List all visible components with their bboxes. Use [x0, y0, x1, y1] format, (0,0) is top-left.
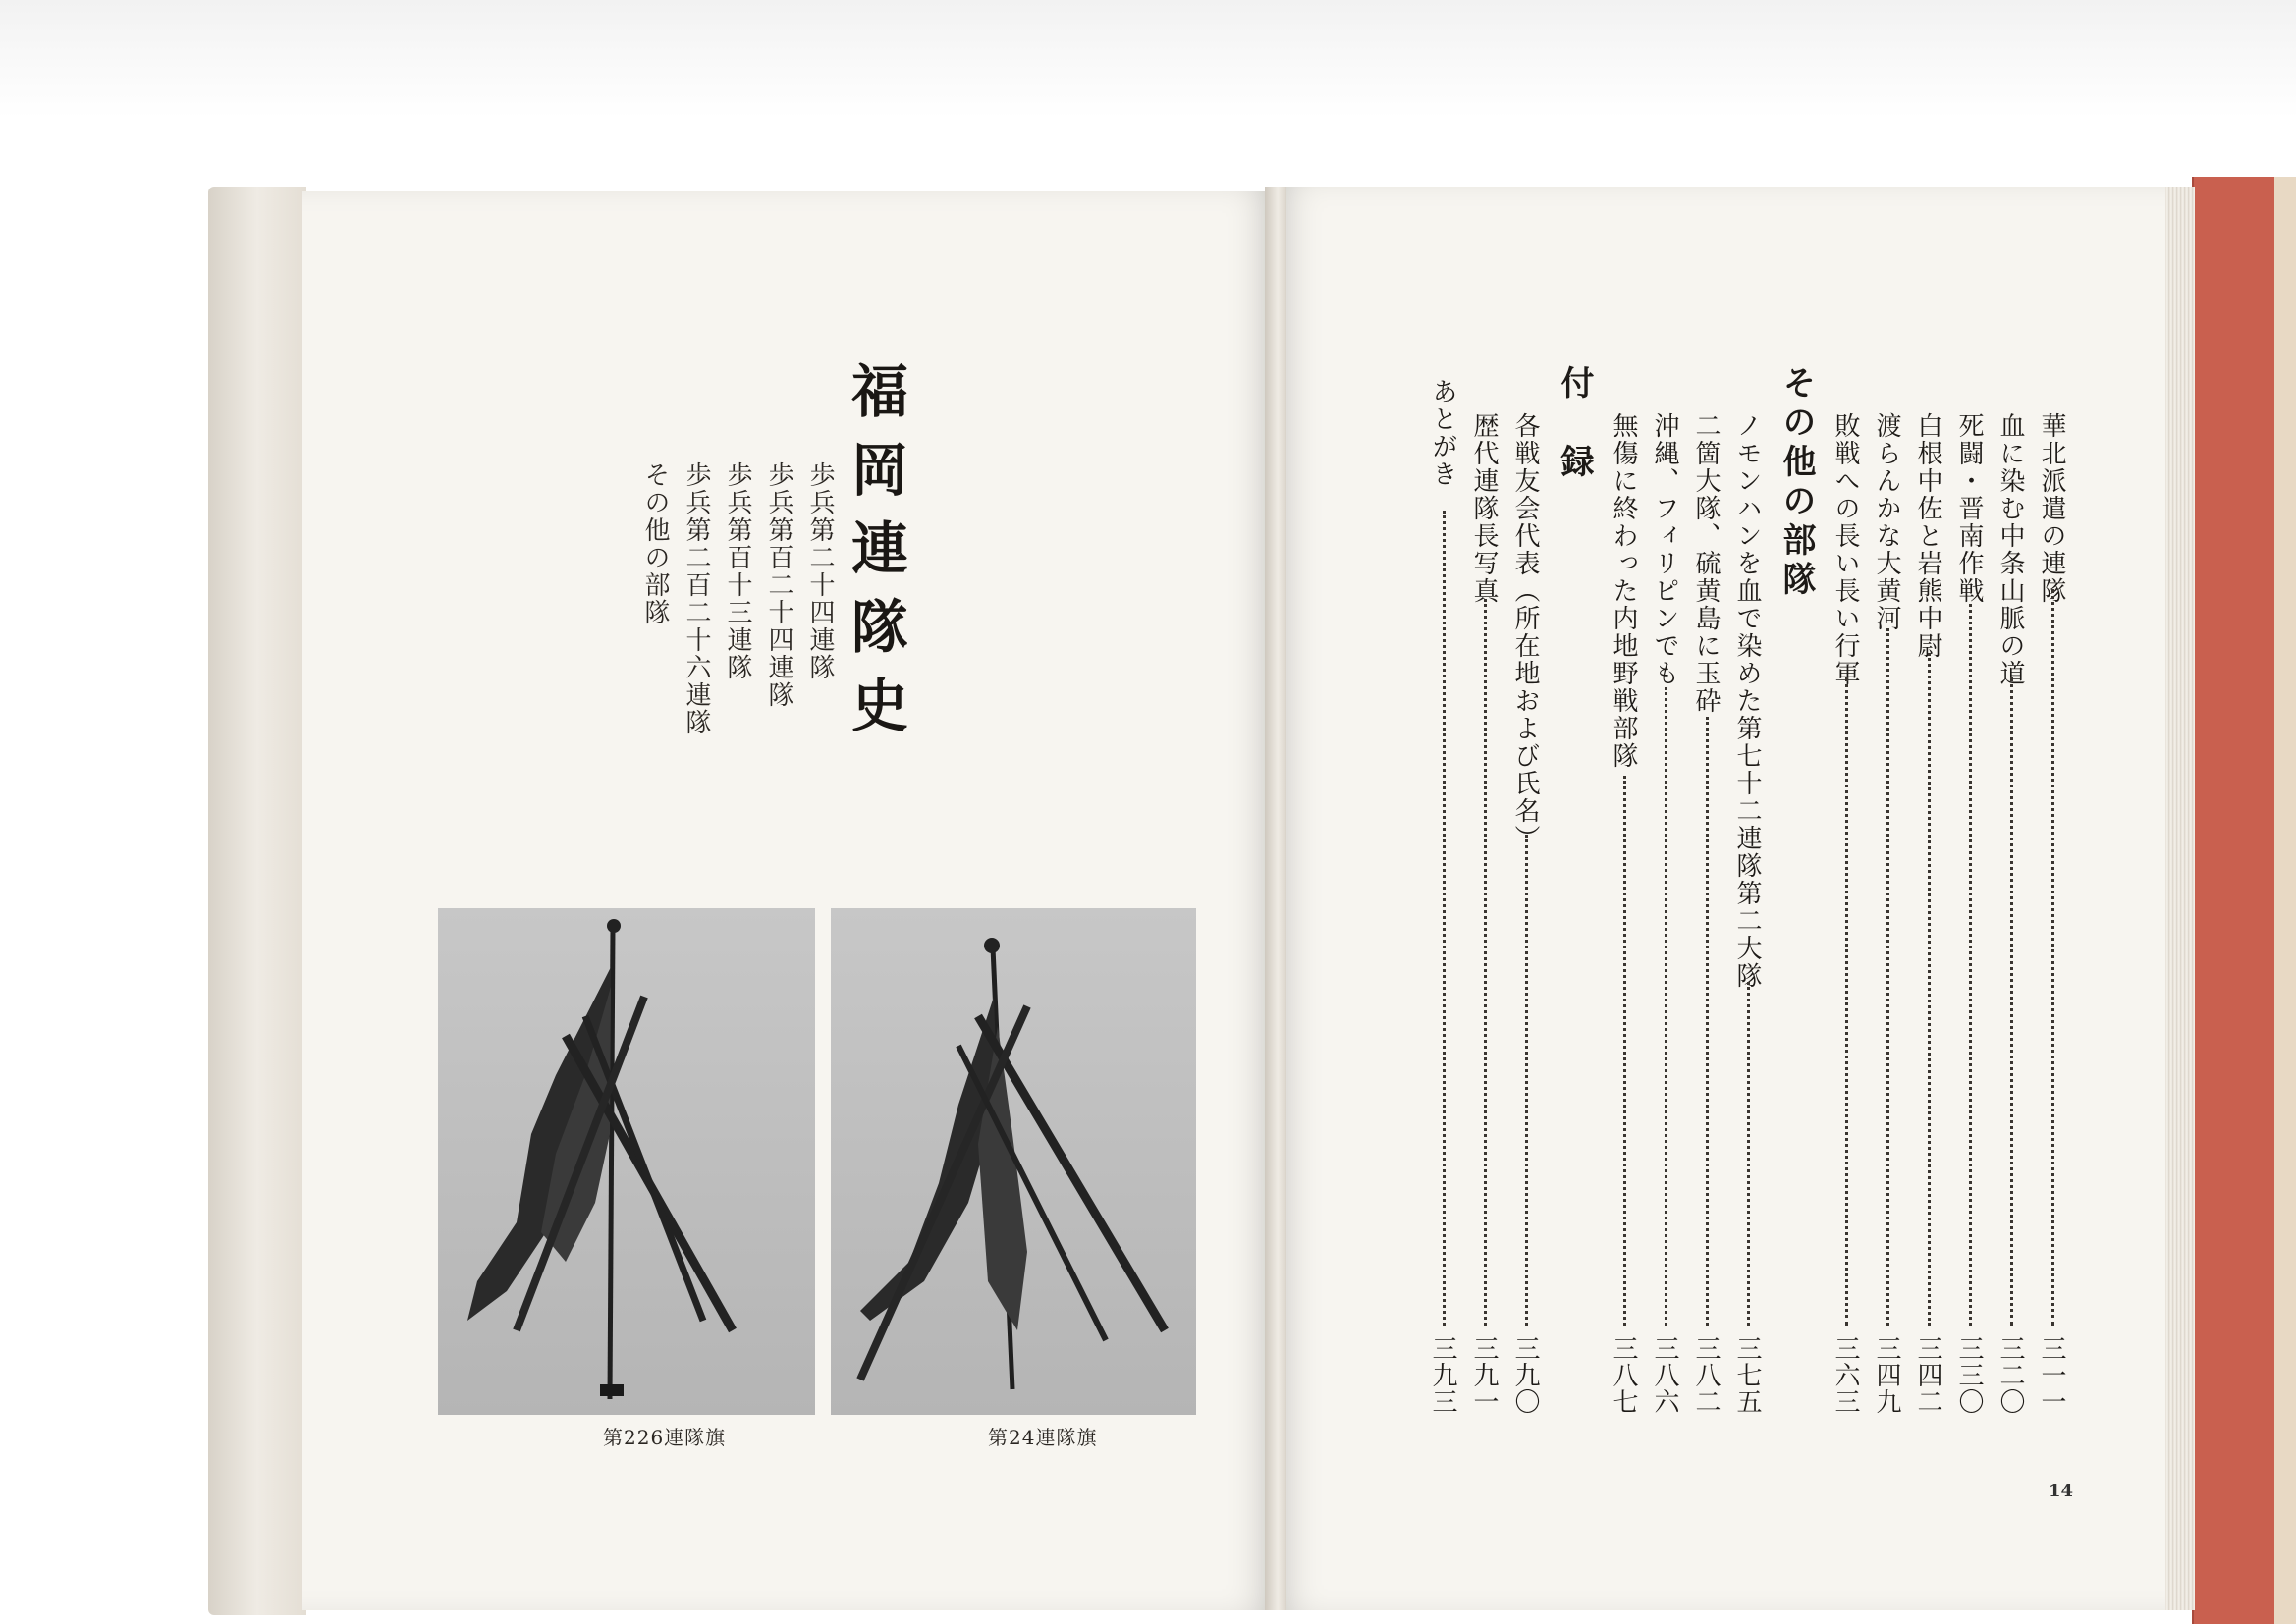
flag-and-rifles-image — [438, 908, 815, 1415]
toc-entry-5-page: 三四九 — [1872, 1335, 1901, 1415]
toc-leader-dots — [1706, 717, 1709, 1326]
toc-leader-dots — [1484, 599, 1487, 1326]
book-cover-inner — [2274, 177, 2296, 1624]
toc-leader-dots — [1525, 835, 1528, 1326]
toc-entry-2-page: 三二〇 — [1995, 1335, 2025, 1415]
book-gutter — [1265, 187, 1286, 1610]
toc-leader-dots — [1886, 628, 1889, 1326]
toc-leader-dots — [1845, 677, 1848, 1326]
toc-leader-dots — [1747, 982, 1750, 1326]
toc-entry-11-page: 三八七 — [1609, 1335, 1638, 1415]
right-page — [1275, 187, 2168, 1610]
book-page-edges-left — [208, 187, 306, 1615]
toc-section-appendix: 付 録 — [1555, 365, 1594, 483]
subtitle-5: その他の部隊 — [640, 461, 670, 626]
toc-entry-15-page: 三九三 — [1428, 1335, 1457, 1415]
toc-entry-14-title: 歴代連隊長写真 — [1469, 412, 1499, 605]
toc-leader-dots — [2010, 677, 2013, 1326]
toc-entry-10-page: 三八六 — [1650, 1335, 1679, 1415]
page-number: 14 — [2049, 1481, 2074, 1501]
toc-leader-dots — [1969, 604, 1972, 1326]
toc-entry-10-title: 沖縄、フィリピンでも — [1650, 412, 1679, 687]
regimental-flag-photo-226 — [438, 908, 815, 1415]
toc-entry-9-page: 三八二 — [1691, 1335, 1721, 1415]
toc-entry-13-page: 三九〇 — [1510, 1335, 1540, 1415]
toc-leader-dots — [1928, 653, 1931, 1326]
regimental-flag-photo-24 — [831, 908, 1196, 1415]
toc-leader-dots — [2051, 589, 2054, 1326]
toc-entry-9-title: 二箇大隊、硫黄島に玉砕 — [1691, 412, 1721, 715]
toc-entry-6-title: 敗戦への長い長い行軍 — [1831, 412, 1860, 687]
toc-leader-dots — [1665, 687, 1667, 1326]
toc-entry-3-page: 三三〇 — [1954, 1335, 1984, 1415]
toc-entry-1-title: 華北派遣の連隊 — [2037, 412, 2066, 605]
toc-entry-6-page: 三六三 — [1831, 1335, 1860, 1415]
subtitle-1: 歩兵第二十四連隊 — [805, 461, 835, 681]
toc-leader-dots — [1623, 776, 1626, 1326]
toc-entry-11-title: 無傷に終わった内地野戦部隊 — [1609, 412, 1638, 770]
toc-entry-14-page: 三九一 — [1469, 1335, 1499, 1415]
toc-entry-1-page: 三一一 — [2037, 1335, 2066, 1415]
subtitle-4: 歩兵第二百二十六連隊 — [682, 461, 711, 736]
page-title: 福岡連隊史 — [842, 361, 908, 754]
toc-leader-dots — [1443, 511, 1446, 1326]
toc-entry-15-title: あとがき — [1428, 378, 1457, 488]
photo-caption-226: 第226連隊旗 — [603, 1426, 727, 1449]
subtitle-3: 歩兵第百十三連隊 — [723, 461, 752, 681]
toc-entry-3-title: 死闘・晋南作戦 — [1954, 412, 1984, 605]
photo-caption-24: 第24連隊旗 — [988, 1426, 1098, 1449]
toc-entry-4-page: 三四二 — [1913, 1335, 1942, 1415]
flag-and-rifles-image-2 — [831, 908, 1196, 1415]
toc-entry-2-title: 血に染む中条山脈の道 — [1995, 412, 2025, 687]
book-page-edges-right — [2165, 187, 2195, 1610]
toc-section-other-units: その他の部隊 — [1777, 365, 1816, 601]
subtitle-2: 歩兵第百二十四連隊 — [764, 461, 793, 709]
toc-entry-8-title: ノモンハンを血で染めた第七十二連隊第二大隊 — [1732, 412, 1762, 990]
toc-entry-13-title: 各戦友会代表（所在地および氏名） — [1510, 412, 1540, 852]
toc-entry-4-title: 白根中佐と岩熊中尉 — [1913, 412, 1942, 660]
toc-entry-5-title: 渡らんかな大黄河 — [1872, 412, 1901, 632]
toc-entry-8-page: 三七五 — [1732, 1335, 1762, 1415]
